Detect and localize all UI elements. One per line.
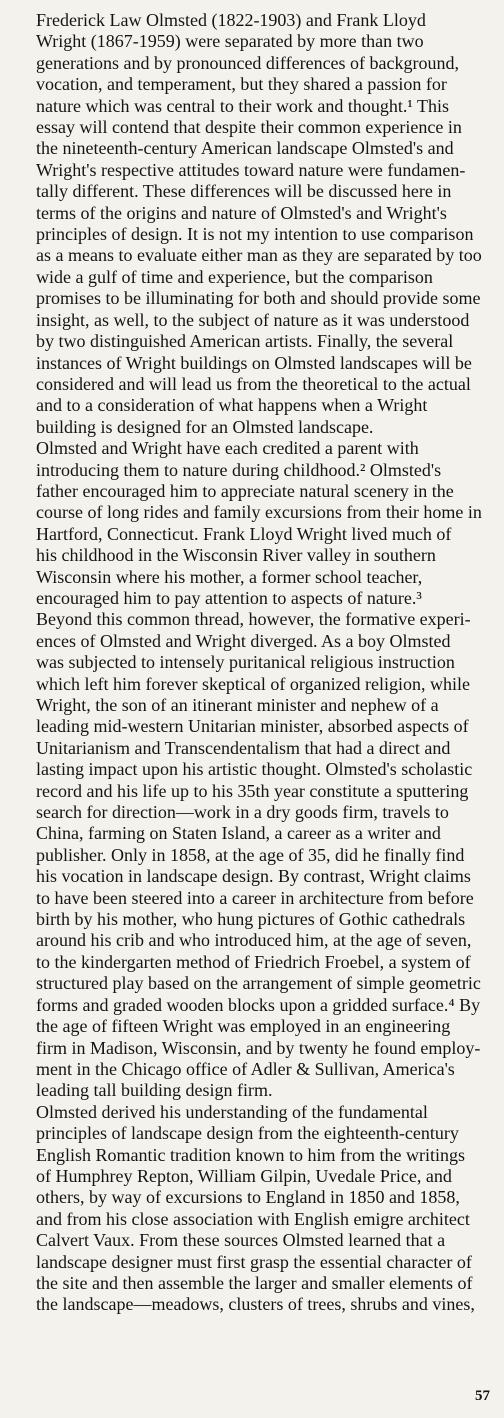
text-line: and to a consideration of what happens when a Wright — [36, 395, 428, 416]
text-line: essay will contend that despite their common experience in — [36, 117, 462, 138]
text-line: instances of Wright buildings on Olmsted landscapes will be — [36, 352, 472, 373]
text-line: English Romantic tradition known to him from the writings — [36, 1144, 465, 1165]
text-line: introducing them to nature during childhood.² Olmsted's — [36, 459, 442, 480]
text-line: Beyond this common thread, however, the formative experi- — [36, 609, 471, 630]
body-text — [14, 10, 494, 1316]
text-line: ment in the Chicago office of Adler & Sullivan, America's — [36, 1058, 455, 1079]
text-line: firm in Madison, Wisconsin, and by twenty he found employ- — [36, 1037, 481, 1058]
text-line: Calvert Vaux. From these sources Olmsted learned that a — [36, 1230, 446, 1251]
text-line: the landscape—meadows, clusters of trees, shrubs and vines, — [36, 1294, 475, 1315]
text-line: leading mid-western Unitarian minister, absorbed aspects of — [36, 716, 469, 737]
text-line: was subjected to intensely puritanical religious instruction — [36, 652, 455, 673]
text-line: Unitarianism and Transcendentalism that had a direct and — [36, 737, 451, 758]
text-line: his vocation in landscape design. By contrast, Wright claims — [36, 866, 471, 887]
text-line: promises to be illuminating for both and should provide some — [36, 288, 481, 309]
text-line: Wright's respective attitudes toward nature were fundamen- — [36, 159, 466, 180]
text-line: Frederick Law Olmsted (1822-1903) and Frank Lloyd — [36, 10, 426, 30]
text-line: lasting impact upon his artistic thought. Olmsted's scholastic — [36, 759, 473, 780]
text-line: Wisconsin where his mother, a former school teacher, — [36, 566, 423, 587]
text-line: wide a gulf of time and experience, but the comparison — [36, 266, 433, 287]
text-line: ences of Olmsted and Wright diverged. As a boy Olmsted — [36, 630, 451, 651]
text-line: as a means to evaluate either man as they are separated by too — [36, 245, 482, 266]
text-line: the age of fifteen Wright was employed in an engineering — [36, 1016, 451, 1037]
text-line: the nineteenth-century American landscape Olmsted's and — [36, 138, 454, 159]
text-line: Hartford, Connecticut. Frank Lloyd Wright lived much of — [36, 523, 452, 544]
text-line: nature which was central to their work and thought.¹ This — [36, 95, 449, 116]
text-line: and from his close association with English emigre architect — [36, 1208, 470, 1229]
text-line: to the kindergarten method of Friedrich Froebel, a system of — [36, 951, 471, 972]
text-line: generations and by pronounced differences of background, — [36, 52, 460, 73]
text-line: his childhood in the Wisconsin River valley in southern — [36, 545, 436, 566]
text-line: Olmsted and Wright have each credited a parent with — [36, 438, 419, 459]
text-line: by two distinguished American artists. Finally, the several — [36, 331, 454, 352]
text-line: principles of design. It is not my intention to use comparison — [36, 224, 474, 245]
text-line: forms and graded wooden blocks upon a gridded surface.⁴ By — [36, 994, 481, 1015]
text-line: birth by his mother, who hung pictures of Gothic cathedrals — [36, 909, 466, 930]
text-line: of Humphrey Repton, William Gilpin, Uvedale Price, and — [36, 1165, 452, 1186]
text-line: tally different. These differences will be discussed here in — [36, 181, 452, 202]
text-line: the site and then assemble the larger and smaller elements of — [36, 1272, 473, 1293]
text-line: Wright (1867-1959) were separated by more than two — [36, 31, 424, 52]
text-line: father encouraged him to appreciate natural scenery in the — [36, 480, 454, 501]
text-line: which left him forever skeptical of organized religion, while — [36, 673, 471, 694]
text-line: landscape designer must first grasp the essential character of — [36, 1251, 472, 1272]
text-line: publisher. Only in 1858, at the age of 35, did he finally find — [36, 844, 465, 865]
text-line: considered and will lead us from the theoretical to the actual — [36, 373, 471, 394]
text-line: Olmsted derived his understanding of the fundamental — [36, 1101, 428, 1122]
text-line: vocation, and temperament, but they shared a passion for — [36, 74, 447, 95]
text-line: principles of landscape design from the eighteenth-century — [36, 1123, 459, 1144]
text-line: search for direction—work in a dry goods firm, travels to — [36, 802, 449, 823]
text-line: others, by way of excursions to England in 1850 and 1858, — [36, 1187, 460, 1208]
text-line: Wright, the son of an itinerant minister and nephew of a — [36, 695, 439, 715]
text-line: China, farming on Staten Island, a career as a writer and — [36, 823, 441, 844]
text-line: terms of the origins and nature of Olmsted's and Wright's — [36, 202, 447, 223]
paragraph-3 — [14, 1102, 494, 1316]
paragraph-2 — [14, 438, 494, 1102]
text-line: leading tall building design firm. — [36, 1080, 273, 1101]
paragraph-1 — [14, 10, 494, 438]
text-line: encouraged him to pay attention to aspects of nature.³ — [36, 587, 422, 608]
text-line: course of long rides and family excursions from their home in — [36, 502, 482, 523]
text-line: record and his life up to his 35th year constitute a sputtering — [36, 780, 469, 801]
text-line: building is designed for an Olmsted landscape. — [36, 416, 374, 437]
text-line: insight, as well, to the subject of nature as it was understood — [36, 309, 470, 330]
text-line: to have been steered into a career in architecture from before — [36, 887, 474, 908]
text-line: around his crib and who introduced him, at the age of seven, — [36, 930, 472, 951]
page-number: 57 — [475, 1388, 490, 1404]
text-line: structured play based on the arrangement of simple geometric — [36, 973, 481, 994]
